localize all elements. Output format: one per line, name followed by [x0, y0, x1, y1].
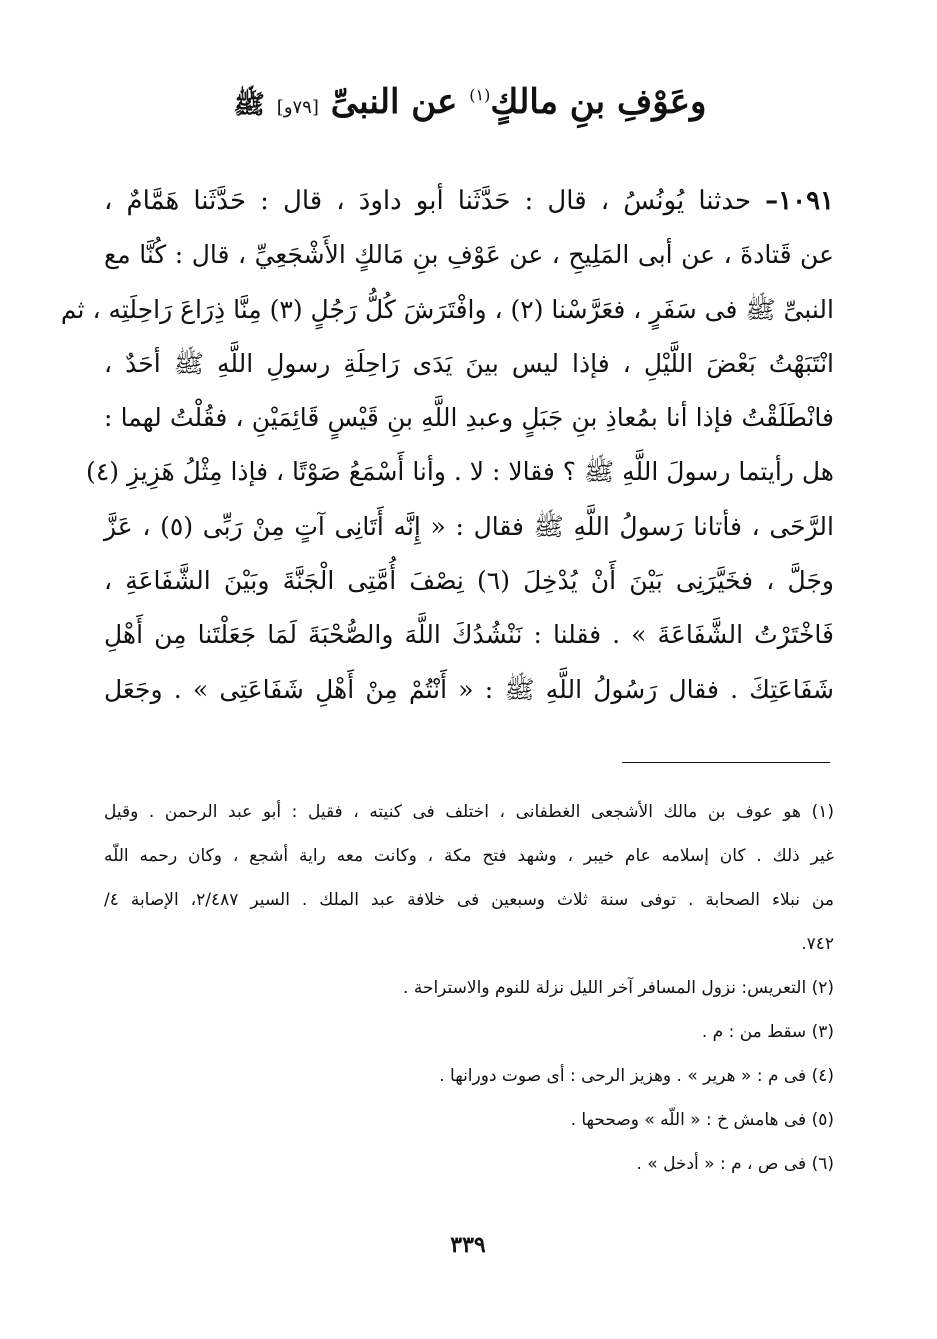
- footnote-line: من نبلاء الصحابة . توفى سنة ثلاث وسبعين فى خلافة عبد الملك . السير ٢/٤٨٧، الإصابة ٤/: [104, 890, 834, 910]
- hadith-line: وجَلَّ ، فخَيَّرَنِى بَيْنَ أَنْ يُدْخِلَ (٦) نِصْفَ أُمَّتِى الْجَنَّةَ وبَيْنَ الشَّفَاعَةِ ،: [104, 566, 834, 596]
- hadith-line: شَفَاعَتِكَ . فقال رَسُولُ اللَّهِ ﷺ : « أَنْتُمْ مِنْ أَهْلِ شَفَاعَتِى » . وجَعَل: [104, 674, 834, 704]
- hadith-line: عن قَتادةَ ، عن أبى المَلِيحِ ، عن عَوْفِ بنِ مَالكٍ الأَشْجَعِيِّ ، قال : كُنَّا مع: [104, 240, 834, 270]
- footnotes: [104, 790, 834, 1186]
- hadith-line: الرَّحَى ، فأتانا رَسولُ اللَّهِ ﷺ فقال : « إِنَّه أَتَانِى آتٍ مِنْ رَبِّى (٥) ، عَزَّ: [104, 511, 834, 541]
- footnote-line: (٣) سقط من : م .: [701, 1022, 834, 1042]
- footnote-line: (٥) فى هامش خ : « اللّه » وصححها .: [570, 1110, 834, 1130]
- footnote-line: (١) هو عوف بن مالك الأشجعى الغطفانى ، اختلف فى كنيته ، فقيل : أبو عبد الرحمن . وقيل: [104, 802, 834, 822]
- hadith-line: فَاخْتَرْتُ الشَّفَاعَةَ » . فقلنا : نَنْشُدُكَ اللَّهَ والصُّحْبَةَ لَمَا جَعَلْتَنا مِن أَهْلِ: [104, 620, 834, 650]
- page-number: ٣٣٩: [450, 1232, 486, 1258]
- footnote-line: (٦) فى ص ، م : « أدخل » .: [636, 1154, 834, 1174]
- hadith-line: انْتَبَهْتُ بَعْضَ اللَّيْلِ ، فإذا ليس بينَ يَدَى رَاحِلَةِ رسولِ اللَّهِ ﷺ أحَدٌ ،: [104, 348, 834, 378]
- honorific-glyph: ﷺ: [233, 90, 265, 120]
- footnote-divider: [622, 762, 830, 763]
- footnote-line: (٤) فى م : « هرير » . وهزيز الرحى : أى صوت دورانها .: [439, 1066, 834, 1086]
- hadith-text: [60, 174, 835, 717]
- title-rest: عن النبىِّ: [330, 82, 458, 122]
- footnote-line: (٢) التعريس: نزول المسافر آخر الليل نزلة للنوم والاستراحة .: [403, 978, 834, 998]
- title-footnote-ref: (١): [469, 85, 491, 105]
- hadith-line: هل رأيتما رسولَ اللَّهِ ﷺ ؟ فقالا : لا . وأنا أَسْمَعُ صَوْتًا ، فإذا مِثْلُ هَزِيزِ (٤): [86, 457, 834, 487]
- hadith-line: النبىِّ ﷺ فى سَفَرٍ ، فعَرَّسْنا (٢) ، وافْتَرَشَ كُلُّ رَجُلٍ (٣) مِنَّا ذِرَاعَ رَاحِلَتِه ، ثم: [60, 294, 834, 324]
- title-main: وعَوْفِ بنِ مالكٍ: [490, 82, 707, 122]
- chapter-title: [200, 76, 740, 134]
- footnote-line: غير ذلك . كان إسلامه عام خيبر ، وشهد فتح مكة ، وكانت معه راية أشجع ، وكان رحمه اللّه: [104, 846, 834, 866]
- footnote-line: ٧٤٢.: [801, 934, 834, 954]
- folio-marker: [٧٩و]: [276, 97, 319, 118]
- hadith-line: فانْطَلَقْتُ فإذا أنا بمُعاذِ بنِ جَبَلٍ وعبدِ اللَّهِ بنِ قَيْسٍ قَائِمَيْنِ ، فقُلْتُ لهما :: [104, 403, 834, 433]
- hadith-line: ١٠٩١– حدثنا يُونُسُ ، قال : حَدَّثَنا أبو داودَ ، قال : حَدَّثَنا هَمَّامٌ ،: [104, 186, 835, 216]
- hadith-number: ١٠٩١–: [765, 186, 835, 216]
